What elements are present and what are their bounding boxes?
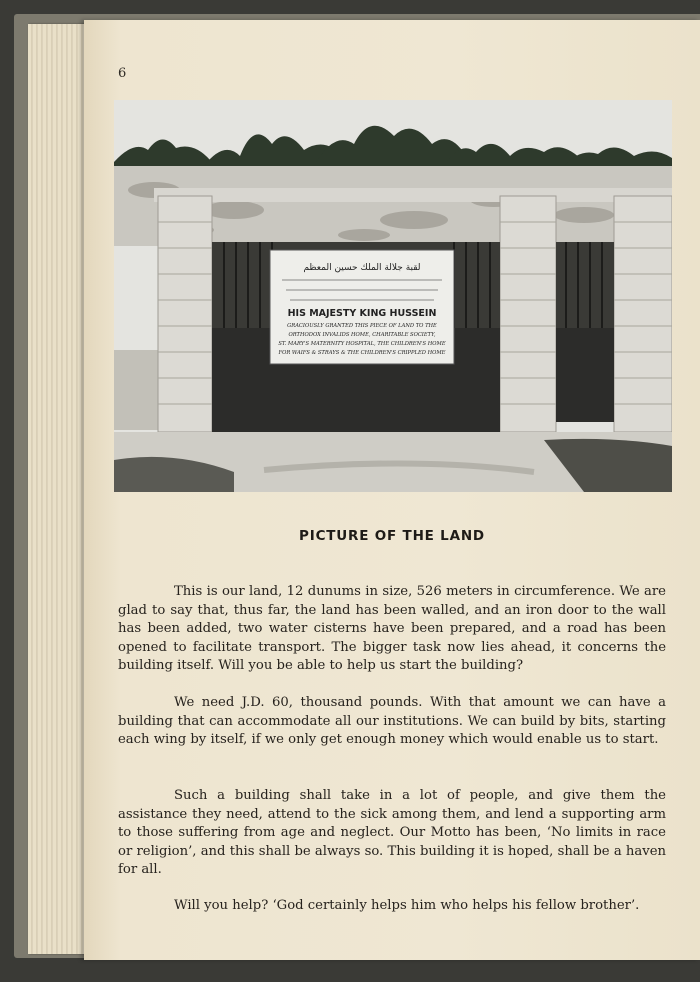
land-photo bbox=[114, 100, 672, 492]
sign-line-1: GRACIOUSLY GRANTED THIS PIECE OF LAND TO THE bbox=[287, 323, 437, 329]
sign-line-4: FOR WAIFS & STRAYS & THE CHILDREN'S CRIPPLED HOME bbox=[278, 350, 446, 356]
sign-line-3: ST. MARY'S MATERNITY HOSPITAL, THE CHILDREN'S HOME bbox=[278, 341, 446, 347]
paragraph-4: Will you help? ‘God certainly helps him who helps his fellow brother’. bbox=[174, 898, 640, 913]
sign-title: HIS MAJESTY KING HUSSEIN bbox=[287, 308, 437, 319]
paragraph-3: Such a building shall take in a lot of people, and give them the assistance they need, attend to the sick among them, and lend a supporting arm to those suffering from age and neglect. Our Motto has been, ‘No limits in race or religion’, and this shall be always so. This building it is hoped, shall be a haven for all. bbox=[118, 788, 666, 878]
photo-caption: PICTURE OF THE LAND bbox=[299, 528, 485, 544]
sign-line-2: ORTHODOX INVALIDS HOME, CHARITABLE SOCIETY, bbox=[288, 332, 436, 338]
paragraph-1: This is our land, 12 dunums in size, 526 meters in circumference. We are glad to say that, thus far, the land has been walled, and an iron door to the wall has been added, two water cisterns have been prepared, and a road has been opened to facilitate transport. The bigger task now lies ahead, it concerns the building itself. Will you be able to help us start the building? bbox=[118, 584, 666, 674]
book-page bbox=[84, 20, 700, 960]
page-edges bbox=[28, 24, 88, 954]
sign-arabic: لقبة جلالة الملك حسين المعظم bbox=[303, 263, 421, 273]
page-number: 6 bbox=[118, 66, 127, 81]
paragraph-2: We need J.D. 60, thousand pounds. With that amount we can have a building that can accommodate all our institutions. We can build by bits, starting each wing by itself, if we only get enough money which would enable us to start. bbox=[118, 695, 666, 748]
